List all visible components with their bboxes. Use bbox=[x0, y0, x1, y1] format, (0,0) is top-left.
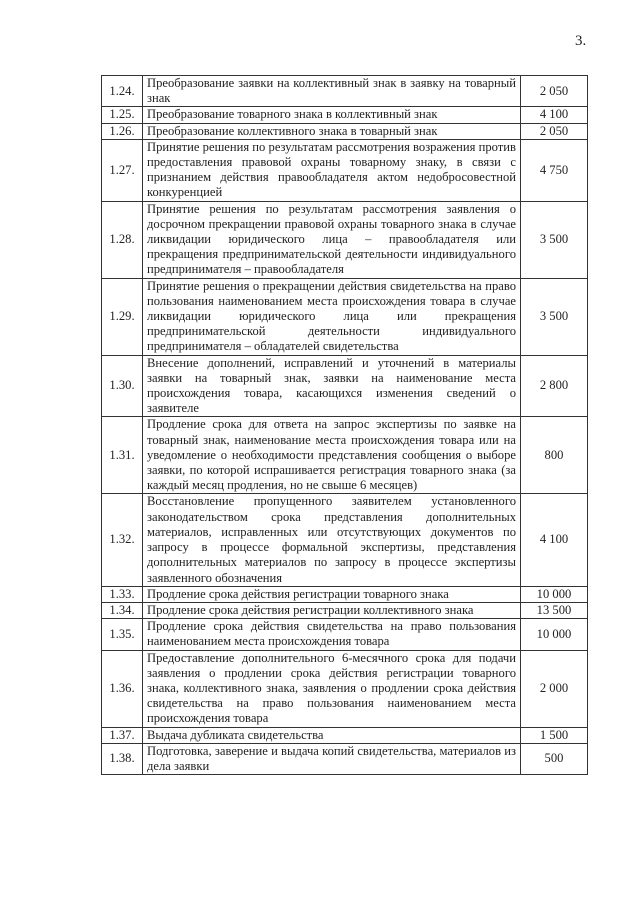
row-description: Преобразование заявки на коллективный знак в заявку на товарный знак bbox=[143, 76, 521, 107]
row-number: 1.32. bbox=[102, 494, 143, 586]
row-number: 1.30. bbox=[102, 355, 143, 417]
row-number: 1.27. bbox=[102, 139, 143, 201]
row-description: Продление срока действия регистрации товарного знака bbox=[143, 586, 521, 602]
row-number: 1.24. bbox=[102, 76, 143, 107]
row-number: 1.34. bbox=[102, 602, 143, 618]
row-description: Внесение дополнений, исправлений и уточнений в материалы заявки на товарный знак, заявки на наименование места происхождения товара, касающихся изменения сведений о заявителе bbox=[143, 355, 521, 417]
row-amount: 10 000 bbox=[521, 586, 588, 602]
page-number: 3. bbox=[575, 33, 587, 49]
table-row bbox=[102, 650, 588, 727]
row-amount: 800 bbox=[521, 417, 588, 494]
row-description: Принятие решения по результатам рассмотрения возражения против предоставления правовой охраны товарному знаку, в связи с признанием действия правообладателя актом недобросовестной конкуренцией bbox=[143, 139, 521, 201]
row-description: Принятие решения по результатам рассмотрения заявления о досрочном прекращении правовой охраны товарного знака в случае ликвидации юридического лица – правообладателя или прекращения предпринимательской деятельности индивидуального предпринимателя – правообладателя bbox=[143, 201, 521, 278]
table-row bbox=[102, 619, 588, 650]
table-row bbox=[102, 586, 588, 602]
table-row bbox=[102, 76, 588, 107]
table-row bbox=[102, 139, 588, 201]
row-number: 1.37. bbox=[102, 727, 143, 743]
table-row bbox=[102, 417, 588, 494]
row-description: Восстановление пропущенного заявителем установленного законодательством срока представления дополнительных материалов, исправленных или отсутствующих документов по запросу в процессе формальной экспертизы, представления дополнительных материалов по запросу в процессе экспертизы заявленного обозначения bbox=[143, 494, 521, 586]
row-description: Принятие решения о прекращении действия свидетельства на право пользования наименованием места происхождения товара в случае ликвидации юридического лица или прекращения предпринимательской деятельности индивидуального предпринимателя – обладателей свидетельства bbox=[143, 278, 521, 355]
row-amount: 10 000 bbox=[521, 619, 588, 650]
table-row bbox=[102, 727, 588, 743]
fee-table bbox=[101, 75, 588, 775]
table-row bbox=[102, 201, 588, 278]
table-row bbox=[102, 355, 588, 417]
table-row bbox=[102, 123, 588, 139]
row-number: 1.26. bbox=[102, 123, 143, 139]
row-description: Предоставление дополнительного 6-месячного срока для подачи заявления о продлении срока действия регистрации товарного знака, коллективного знака, заявления о продлении срока действия свидетельства на право пользования наименованием места происхождения товара bbox=[143, 650, 521, 727]
row-amount: 3 500 bbox=[521, 278, 588, 355]
row-description: Подготовка, заверение и выдача копий свидетельства, материалов из дела заявки bbox=[143, 743, 521, 774]
row-amount: 4 100 bbox=[521, 494, 588, 586]
row-amount: 500 bbox=[521, 743, 588, 774]
table-row bbox=[102, 743, 588, 774]
row-amount: 13 500 bbox=[521, 602, 588, 618]
row-amount: 1 500 bbox=[521, 727, 588, 743]
row-amount: 4 750 bbox=[521, 139, 588, 201]
row-number: 1.36. bbox=[102, 650, 143, 727]
row-description: Продление срока действия регистрации коллективного знака bbox=[143, 602, 521, 618]
row-number: 1.38. bbox=[102, 743, 143, 774]
row-description: Преобразование коллективного знака в товарный знак bbox=[143, 123, 521, 139]
row-amount: 4 100 bbox=[521, 107, 588, 123]
row-amount: 2 050 bbox=[521, 123, 588, 139]
table-row bbox=[102, 494, 588, 586]
row-amount: 2 800 bbox=[521, 355, 588, 417]
row-description: Продление срока действия свидетельства на право пользования наименованием места происхождения товара bbox=[143, 619, 521, 650]
row-description: Продление срока для ответа на запрос экспертизы по заявке на товарный знак, наименование места происхождения товара или на уведомление о необходимости представления сообщения о выборе заявки, по которой испрашивается регистрация товарного знака (за каждый месяц продления, но не свыше 6 месяцев) bbox=[143, 417, 521, 494]
row-number: 1.31. bbox=[102, 417, 143, 494]
row-number: 1.35. bbox=[102, 619, 143, 650]
row-amount: 2 050 bbox=[521, 76, 588, 107]
row-amount: 3 500 bbox=[521, 201, 588, 278]
row-amount: 2 000 bbox=[521, 650, 588, 727]
row-number: 1.28. bbox=[102, 201, 143, 278]
row-description: Выдача дубликата свидетельства bbox=[143, 727, 521, 743]
table-row bbox=[102, 602, 588, 618]
table-row bbox=[102, 107, 588, 123]
row-number: 1.29. bbox=[102, 278, 143, 355]
row-description: Преобразование товарного знака в коллективный знак bbox=[143, 107, 521, 123]
row-number: 1.33. bbox=[102, 586, 143, 602]
table-row bbox=[102, 278, 588, 355]
row-number: 1.25. bbox=[102, 107, 143, 123]
